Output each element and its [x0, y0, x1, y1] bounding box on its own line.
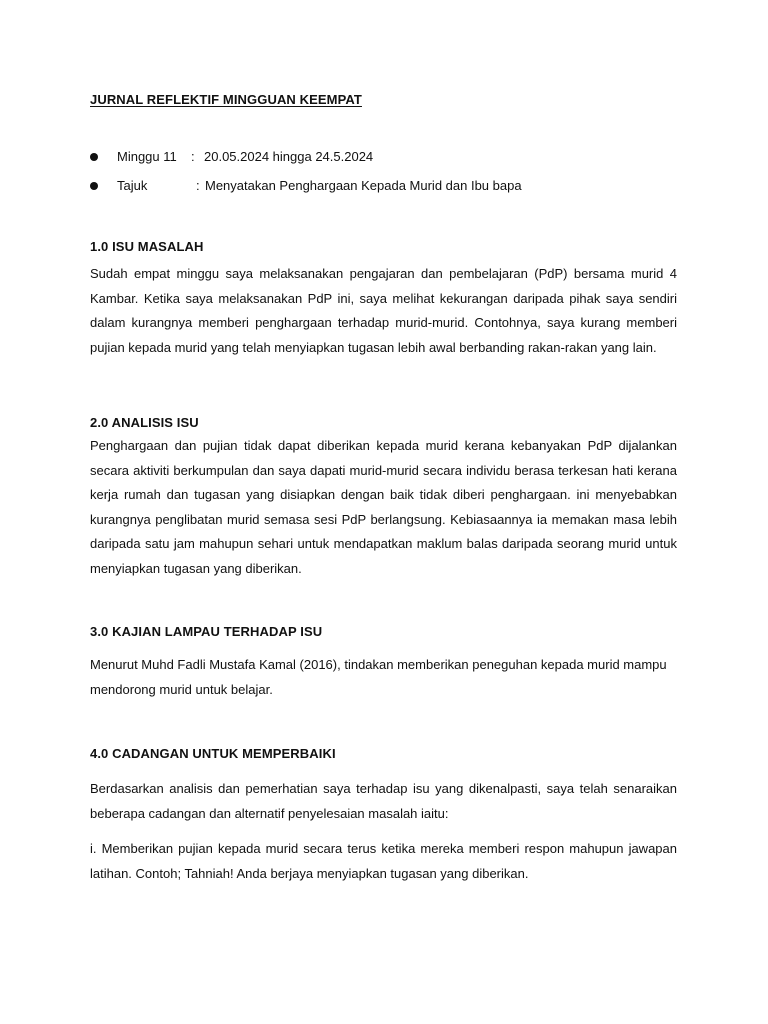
document-title: JURNAL REFLEKTIF MINGGUAN KEEMPAT: [90, 92, 362, 107]
section-heading-isu-masalah: 1.0 ISU MASALAH: [90, 239, 204, 254]
bullet-value: 20.05.2024 hingga 24.5.2024: [204, 149, 374, 164]
section-paragraph: Menurut Muhd Fadli Mustafa Kamal (2016), tindakan memberikan peneguhan kepada murid mampu mendorong murid untuk belajar.: [90, 657, 667, 697]
bullet-value: Menyatakan Penghargaan Kepada Murid dan Ibu bapa: [205, 178, 522, 193]
bullet-label: Minggu 11: [117, 149, 177, 164]
section-paragraph: Sudah empat minggu saya melaksanakan pengajaran dan pembelajaran (PdP) bersama murid 4 Kambar. Ketika saya melaksanakan PdP ini, saya melihat kekurangan daripada pihak saya sendiri dalam kurangnya memberi penghargaan terhadap murid-murid. Contohnya, saya kurang memberi pujian kepada murid yang telah menyiapkan tugasan lebih awal berbanding rakan-rakan yang lain.: [90, 266, 677, 355]
section-paragraph: Penghargaan dan pujian tidak dapat diberikan kepada murid kerana kebanyakan PdP dijalankan secara aktiviti berkumpulan dan saya dapati murid-murid secara individu berasa terkesan hati kerana kerja rumah dan tugasan yang disiapkan dengan baik tidak diberi penghargaan. ini menyebabkan kurangnya penglibatan murid semasa sesi PdP berlangsung. Kebiasaannya ia memakan masa lebih daripada satu jam mahupun sehari untuk mendapatkan maklum balas daripada seorang murid untuk menyiapkan tugasan yang diberikan.: [90, 438, 677, 576]
bullet-dot-icon: [90, 182, 98, 190]
bullet-item-tajuk: [90, 177, 570, 195]
section-heading-cadangan: 4.0 CADANGAN UNTUK MEMPERBAIKI: [90, 746, 336, 761]
bullet-colon: :: [191, 149, 195, 164]
section-paragraph: Berdasarkan analisis dan pemerhatian saya terhadap isu yang dikenalpasti, saya telah senaraikan beberapa cadangan dan alternatif penyelesaian masalah iaitu:: [90, 781, 677, 821]
section-list-item: i. Memberikan pujian kepada murid secara terus ketika mereka memberi respon mahupun jawapan latihan. Contoh; Tahniah! Anda berjaya menyiapkan tugasan yang diberikan.: [90, 841, 677, 881]
section-heading-kajian-lampau: 3.0 KAJIAN LAMPAU TERHADAP ISU: [90, 624, 323, 639]
section-heading-analisis-isu: 2.0 ANALISIS ISU: [90, 415, 199, 430]
bullet-dot-icon: [90, 153, 98, 161]
bullet-label: Tajuk: [117, 178, 148, 193]
bullet-colon: :: [196, 178, 200, 193]
bullet-item-minggu: [90, 148, 510, 166]
